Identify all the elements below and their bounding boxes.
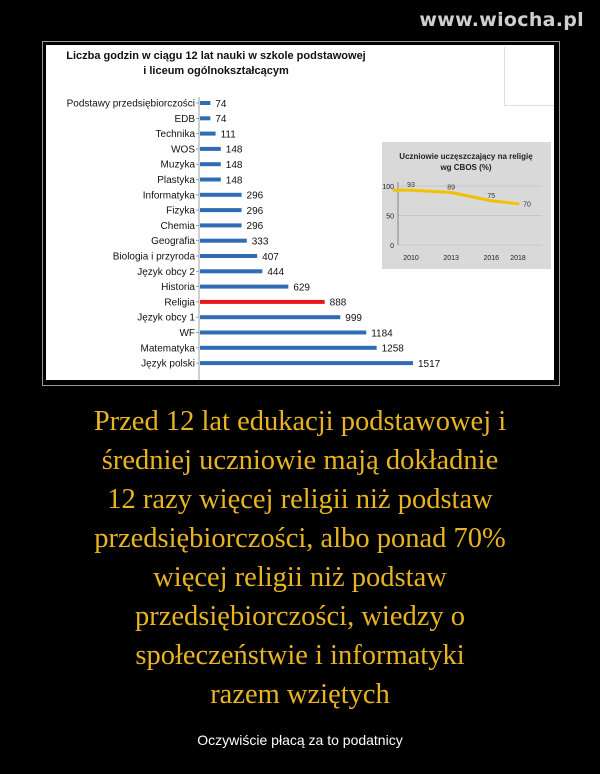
bar [200, 193, 242, 197]
bar-value-label: 1184 [371, 328, 393, 340]
inset-point-label: 93 [407, 182, 415, 190]
bar-chart-title-line-1: Liczba godzin w ciągu 12 lat nauki w szkole podstawowej [66, 50, 366, 62]
bar-value-label: 296 [246, 221, 264, 233]
category-label: EDB [174, 113, 195, 125]
bar-religia [200, 300, 325, 304]
chart-panel [46, 45, 554, 380]
category-label: Religia [164, 297, 195, 309]
bar [200, 116, 210, 120]
category-label: Technika [155, 129, 195, 141]
category-label: Język obcy 2 [137, 266, 195, 278]
caption-line: więcej religii niż podstaw [153, 562, 447, 593]
inset-xtick-label: 2010 [403, 255, 419, 262]
bar-value-label: 74 [215, 98, 227, 110]
bar-value-label: 111 [220, 129, 236, 141]
bar-value-label: 888 [329, 297, 347, 309]
inset-xtick-label: 2016 [483, 255, 500, 262]
bar-value-label: 629 [293, 282, 311, 294]
category-label: Muzyka [160, 159, 195, 171]
bar-value-label: 1517 [418, 358, 441, 370]
inset-point-label: 89 [447, 184, 456, 192]
category-label: Historia [161, 282, 195, 294]
bar-value-label: 407 [262, 251, 279, 263]
bar [200, 254, 257, 258]
bar-value-label: 999 [345, 313, 362, 324]
bar [200, 101, 210, 105]
subcaption: Oczywiście płacą za to podatnicy [197, 732, 403, 748]
bar [200, 315, 340, 319]
caption-line: przedsiębiorczości, albo ponad 70% [94, 523, 506, 554]
category-label: Informatyka [142, 190, 195, 202]
inset-point-label: 75 [487, 192, 496, 200]
caption-line: przedsiębiorczości, wiedzy o [135, 601, 465, 632]
caption-line: 12 razy więcej religii niż podstaw [107, 484, 493, 515]
bar-value-label: 444 [267, 267, 285, 279]
bar [200, 147, 221, 151]
category-label: Geografia [151, 236, 195, 248]
bar [200, 239, 247, 243]
caption-line: średniej uczniowie mają dokładnie [101, 445, 499, 476]
inset-xtick-label: 2018 [510, 255, 526, 262]
inset-xtick-label: 2013 [443, 255, 459, 262]
category-label: Podstawy przedsiębiorczości [66, 98, 195, 110]
bar [200, 285, 288, 289]
category-label: Fizyka [166, 205, 195, 217]
inset-title-line-2: wg CBOS (%) [440, 163, 492, 172]
category-label: WOS [171, 144, 195, 156]
chart-canvas [46, 45, 554, 380]
bar-value-label: 148 [225, 175, 243, 187]
bar-value-label: 148 [225, 144, 243, 156]
inset-title-line-1: Uczniowie uczęszczający na religię [399, 152, 533, 161]
inset-ytick-label: 100 [382, 184, 394, 191]
caption-line: społeczeństwie i informatyki [135, 640, 465, 671]
category-label: Plastyka [157, 175, 195, 186]
bar-value-label: 74 [215, 114, 227, 126]
category-label: Matematyka [140, 343, 195, 355]
watermark: www.wiocha.pl [419, 9, 584, 31]
bar [200, 178, 221, 182]
bar-value-label: 148 [225, 160, 243, 171]
bar [200, 132, 216, 136]
bar [200, 269, 262, 273]
inset-ytick-label: 0 [390, 243, 394, 250]
category-label: WF [179, 328, 195, 339]
bar [200, 331, 366, 335]
caption [40, 402, 560, 714]
category-label: Chemia [160, 220, 195, 232]
category-label: Język obcy 1 [137, 312, 195, 324]
bar-value-label: 296 [246, 205, 264, 217]
bar [200, 162, 221, 166]
category-label: Język polski [141, 358, 195, 370]
inset-ytick-label: 50 [386, 213, 394, 221]
bar-value-label: 296 [246, 190, 264, 202]
bar [200, 361, 413, 365]
caption-line: Przed 12 lat edukacji podstawowej i [93, 406, 507, 437]
bar [200, 223, 242, 227]
bar-chart-title-line-2: i liceum ogólnokształcącym [143, 65, 289, 77]
bar-value-label: 1258 [381, 343, 404, 355]
category-label: Biologia i przyroda [112, 251, 195, 263]
bar-value-label: 333 [251, 236, 269, 248]
caption-line: razem wziętych [210, 679, 390, 710]
bar [200, 346, 377, 350]
bar [200, 208, 242, 212]
inset-point-label: 70 [523, 201, 531, 209]
